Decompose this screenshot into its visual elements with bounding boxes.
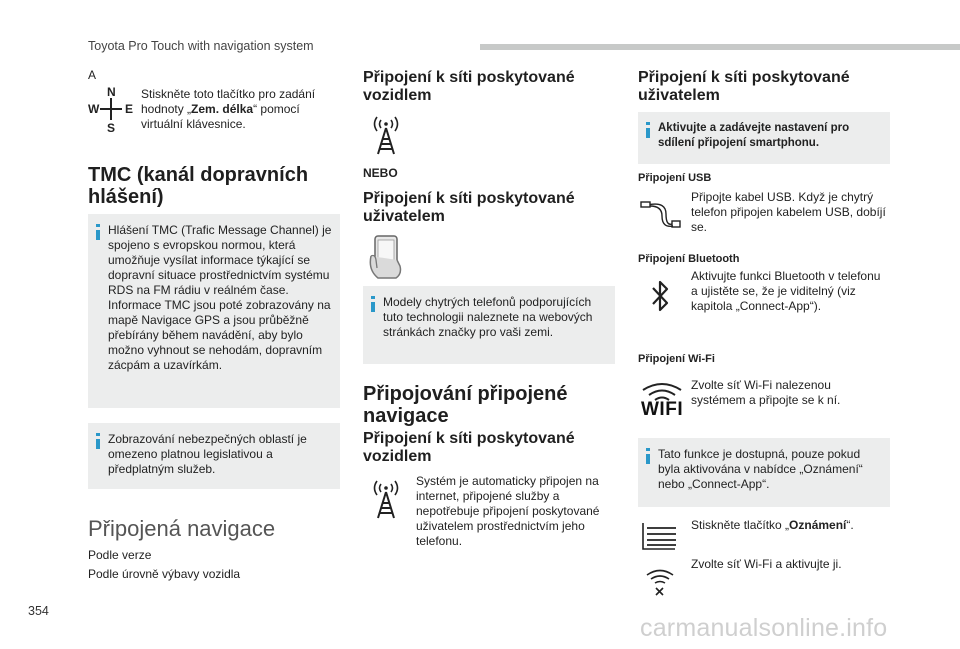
info-icon <box>646 122 650 138</box>
smartphone-hand-icon <box>366 234 410 282</box>
vehicle-connection-heading: Připojení k síti poskytované vozidlem <box>363 69 575 104</box>
compass-bold-term: Zem. délka <box>191 102 254 116</box>
danger-note-box <box>88 423 340 489</box>
wifi-word: WIFI <box>641 399 684 420</box>
compass-s: S <box>107 121 116 135</box>
notifications-list-icon <box>642 522 678 552</box>
activate-note-text: Aktivujte a zadávejte nastavení pro sdílení připojení smartphonu. <box>658 122 850 149</box>
phones-note-text: Modely chytrých telefonů podporujících tuto technologii naleznete na webových stránkách značky pro vaši zemi. <box>383 295 593 339</box>
tmc-heading: TMC (kanál dopravních hlášení) <box>88 164 309 208</box>
tmc-note-box <box>88 214 340 408</box>
usb-cable-icon <box>640 196 682 232</box>
info-icon <box>96 433 100 449</box>
antenna-icon <box>369 478 403 520</box>
info-icon <box>371 296 375 312</box>
activate-note-box <box>638 112 890 164</box>
header-bar <box>480 44 960 50</box>
vehicle-connection-heading-2: Připojení k síti poskytované vozidlem <box>363 430 575 465</box>
danger-note-text: Zobrazování nebezpečných oblastí je omezeno platnou legislativou a předplatným služeb. <box>108 432 307 476</box>
user-connection-heading-3: Připojení k síti poskytované uživatelem <box>638 69 850 104</box>
auto-connection-text: Systém je automaticky připojen na internet, připojené služby a nepotřebuje připojení poskytované uživatelem prostřednictvím jeho telefonu. <box>416 474 600 548</box>
compass-e: E <box>125 102 134 116</box>
function-note-box <box>638 438 890 507</box>
compass-n: N <box>107 85 116 99</box>
wifi-text: Zvolte síť Wi-Fi nalezenou systémem a připojte se k ní. <box>691 378 841 407</box>
connecting-heading: Připojování připojené navigace <box>363 383 568 427</box>
label-a: A <box>88 68 97 82</box>
compass-w: W <box>88 102 100 116</box>
bluetooth-icon <box>648 278 674 314</box>
compass-description: Stiskněte toto tlačítko pro zadání hodnoty „Zem. délka“ pomocí virtuální klávesnice. <box>141 87 316 131</box>
info-icon <box>646 448 650 464</box>
bluetooth-label: Připojení Bluetooth <box>638 253 740 265</box>
watermark: carmanualsonline.info <box>640 614 888 642</box>
phones-note-box <box>363 286 615 364</box>
connected-nav-heading: Připojená navigace <box>88 516 276 541</box>
usb-label: Připojení USB <box>638 172 712 184</box>
or-label: NEBO <box>363 166 398 180</box>
compass-icon <box>88 85 134 135</box>
usb-text: Připojte kabel USB. Když je chytrý telefon připojen kabelem USB, dobíjí se. <box>691 190 886 234</box>
bluetooth-text: Aktivujte funkci Bluetooth v telefonu a ujistěte se, že je viditelný (viz kapitola „Connect-App“). <box>691 269 881 313</box>
notifications-bold-term: Oznámení <box>789 518 847 532</box>
antenna-icon <box>369 114 403 156</box>
by-version: Podle verze <box>88 548 152 562</box>
running-header: Toyota Pro Touch with navigation system <box>88 39 314 53</box>
tmc-note-text: Hlášení TMC (Trafic Message Channel) je spojeno s evropskou normou, která umožňuje vysílat informace týkající se dopravní situace prostřednictvím systému RDS na FM rádiu v reálném čase. Informace TMC jsou poté zobrazovány na mapě Navigace GPS a jsou průběžně přebírány během navádění, aby bylo možno vyhnout se nehodám, dopravním zácpám a uzavírkám. <box>108 223 332 372</box>
function-note-text: Tato funkce je dostupná, pouze pokud byla aktivována v nabídce „Oznámení“ nebo „Connect-App“. <box>658 447 863 491</box>
wifi-activate-text: Zvolte síť Wi-Fi a aktivujte ji. <box>691 557 842 571</box>
page-number: 354 <box>28 604 49 618</box>
user-connection-heading: Připojení k síti poskytované uživatelem <box>363 190 575 225</box>
by-trim: Podle úrovně výbavy vozidla <box>88 567 241 581</box>
wifi-label: Připojení Wi-Fi <box>638 353 715 365</box>
wifi-off-icon <box>645 568 675 596</box>
wifi-icon <box>640 382 684 424</box>
info-icon <box>96 224 100 240</box>
notifications-text: Stiskněte tlačítko „Oznámení“. <box>691 518 854 532</box>
